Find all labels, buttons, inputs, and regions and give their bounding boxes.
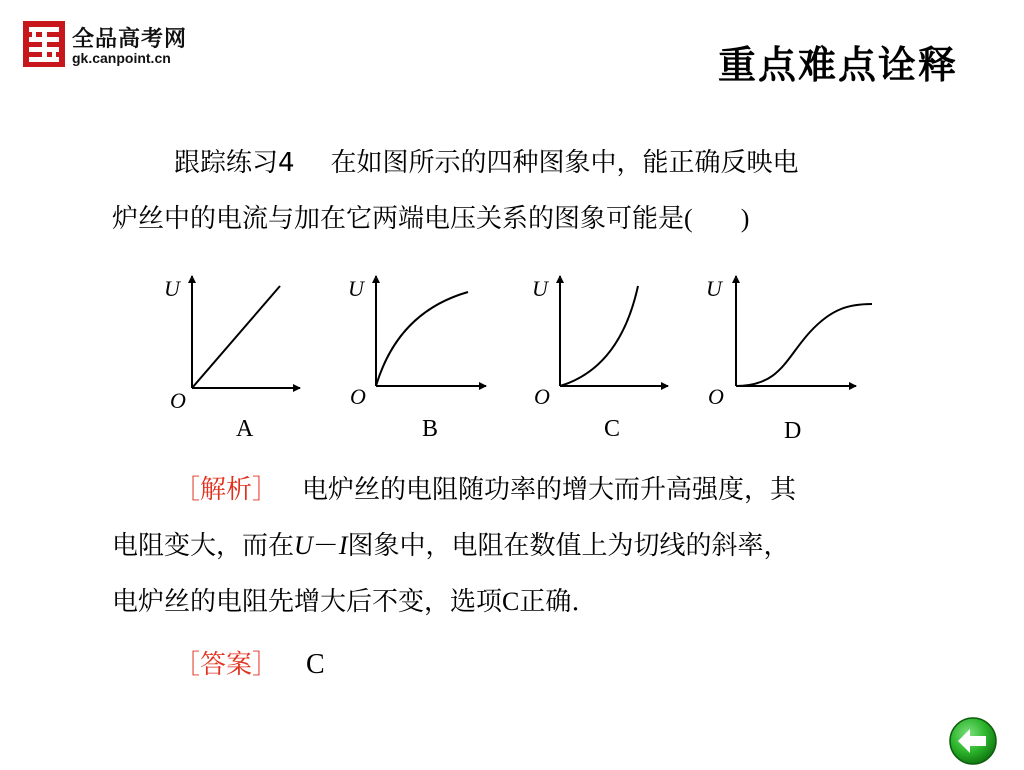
- graph-d-origin-label: O: [708, 384, 724, 409]
- question-block: [112, 136, 932, 247]
- question-line-1: [112, 136, 932, 191]
- answer-block: [174, 640, 325, 690]
- analysis-dash: －: [312, 531, 339, 561]
- logo: [22, 20, 202, 72]
- analysis-label: ［解析］: [174, 475, 279, 505]
- graph-b-y-label: U: [348, 276, 364, 301]
- graph-a-y-label: U: [164, 276, 180, 301]
- graph-c: [532, 276, 668, 442]
- back-arrow-icon: [948, 716, 998, 766]
- analysis-text-3a: 电炉丝的电阻先增大后不变，选项: [112, 587, 503, 617]
- analysis-block: [112, 462, 932, 630]
- graph-d: [706, 276, 872, 444]
- graph-b: [348, 276, 486, 442]
- graph-b-curve: [376, 292, 468, 386]
- graph-b-origin-label: O: [350, 384, 366, 409]
- analysis-text-2b: 图象中，电阻在数值上为切线的斜率，: [347, 531, 790, 561]
- graph-a: [164, 276, 300, 442]
- graph-d-curve: [736, 304, 872, 386]
- analysis-text-1: 电炉丝的电阻随功率的增大而升高强度，其: [302, 475, 797, 505]
- graph-d-option-label: D: [784, 418, 802, 444]
- canpoint-logo-icon: [22, 20, 66, 68]
- analysis-line-2: [112, 518, 932, 574]
- analysis-text-3b: 正确.: [519, 587, 580, 617]
- analysis-var-u: U: [294, 531, 313, 560]
- logo-name: 全品高考网: [72, 26, 188, 52]
- graph-a-curve: [192, 286, 280, 388]
- page-title: 重点难点诠释: [717, 43, 958, 87]
- answer-paren-open: (: [684, 204, 693, 233]
- logo-url: gk.canpoint.cn: [72, 50, 171, 66]
- analysis-text-2a: 电阻变大，而在: [112, 531, 295, 561]
- question-text-1: 在如图所示的四种图象中，能正确反映电: [330, 148, 799, 178]
- graph-options: [150, 270, 890, 450]
- analysis-line-3: [112, 574, 932, 630]
- answer-label: ［答案］: [174, 650, 279, 680]
- analysis-var-i: I: [338, 531, 348, 560]
- question-label: 跟踪练习4: [174, 148, 295, 178]
- graph-c-option-label: C: [604, 416, 621, 442]
- question-text-2: 炉丝中的电流与加在它两端电压关系的图象可能是: [112, 204, 685, 234]
- answer-value: C: [306, 649, 325, 680]
- graph-d-y-label: U: [706, 276, 722, 301]
- question-line-2: [112, 191, 932, 247]
- graph-c-y-label: U: [532, 276, 548, 301]
- graph-a-origin-label: O: [170, 388, 186, 413]
- back-button[interactable]: [948, 716, 998, 766]
- analysis-option-c: C: [502, 587, 520, 616]
- analysis-line-1: [112, 462, 932, 518]
- graph-c-origin-label: O: [534, 384, 550, 409]
- answer-paren-close: ): [740, 204, 750, 233]
- graph-b-option-label: B: [422, 416, 439, 442]
- graph-c-curve: [560, 286, 638, 386]
- graph-a-option-label: A: [236, 416, 254, 442]
